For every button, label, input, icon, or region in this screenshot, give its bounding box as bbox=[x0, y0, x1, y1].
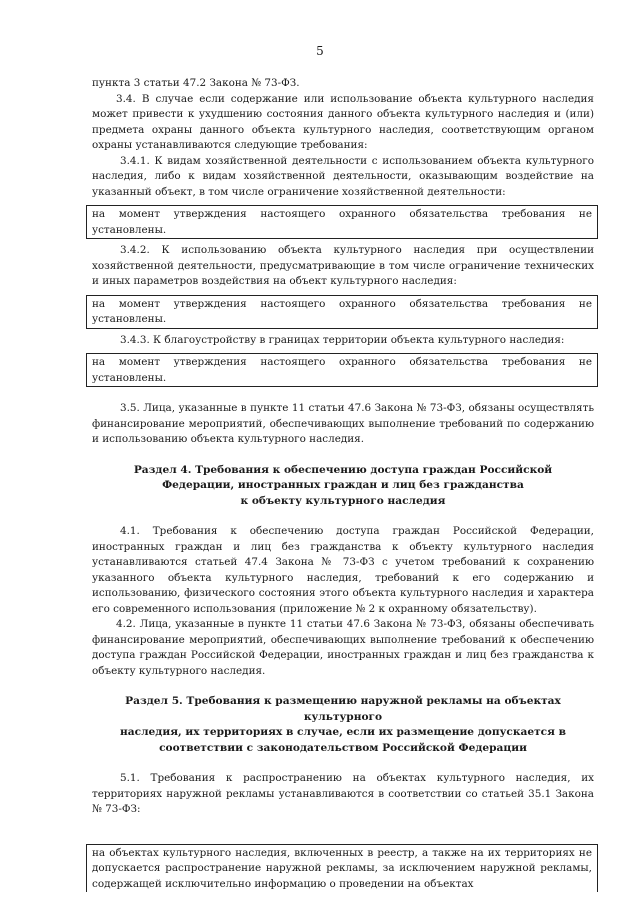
requirement-box-1 bbox=[86, 205, 598, 239]
requirement-box-2 bbox=[86, 295, 598, 329]
requirement-box-1-text: на момент утверждения настоящего охранного обязательства требования не установлены. bbox=[92, 208, 592, 236]
requirement-box-3-text: на момент утверждения настоящего охранного обязательства требования не установлены. bbox=[92, 356, 592, 384]
paragraph-5-1: 5.1. Требования к распространению на объектах культурного наследия, их территориях наружной рекламы устанавливаются в соответствии со статьей 35.1 Закона № 73-ФЗ: bbox=[92, 772, 594, 815]
section-5-title-line-3: соответствии с законодательством Российской Федерации bbox=[159, 741, 527, 754]
page-number: 5 bbox=[316, 44, 324, 58]
section-5-title-line-2: наследия, их территориях в случае, если их размещение допускается в bbox=[120, 726, 566, 738]
section-5-title-line-1: Раздел 5. Требования к размещению наружной рекламы на объектах культурного bbox=[125, 695, 561, 723]
requirement-box-2-text: на момент утверждения настоящего охранного обязательства требования не установлены. bbox=[92, 297, 592, 325]
paragraph-3-4-2: 3.4.2. К использованию объекта культурного наследия при осуществлении хозяйственной деятельности, предусматривающие в том числе ограничение технических и иных параметров воздействия на объект культурного наследия: bbox=[92, 244, 594, 287]
paragraph-3-4-1: 3.4.1. К видам хозяйственной деятельности с использованием объекта культурного наследия, либо к видам хозяйственной деятельности, оказывающим воздействие на указанный объект, в том числе ограничение хозяйственной деятельности: bbox=[92, 154, 594, 198]
paragraph-4-1: 4.1. Требования к обеспечению доступа граждан Российской Федерации, иностранных граждан и лиц без гражданства к объекту культурного наследия устанавливаются статьей 47.4 Закона № 73-ФЗ с учетом требований к сохранению указанного объекта культурного наследия, требований к его содержанию и использованию, физического состояния этого объекта культурного наследия и характера его современного использования (приложение № 2 к охранному обязательству). bbox=[92, 525, 594, 615]
paragraph-continuation: пункта 3 статьи 47.2 Закона № 73-ФЗ. bbox=[92, 77, 300, 89]
document-body bbox=[92, 76, 594, 892]
requirement-box-3 bbox=[86, 353, 598, 387]
requirement-box-4-text: на объектах культурного наследия, включенных в реестр, а также на их территориях не допускается распространение наружной рекламы, за исключением наружной рекламы, содержащей исключительно информацию о проведении на объектах bbox=[92, 846, 592, 890]
paragraph-3-5: 3.5. Лица, указанные в пункте 11 статьи 47.6 Закона № 73-ФЗ, обязаны осуществлять финансирование мероприятий, обеспечивающих выполнение требований по содержанию и использованию объекта культурного наследия. bbox=[92, 402, 594, 445]
section-4-title-line-2: Федерации, иностранных граждан и лиц без гражданства bbox=[162, 479, 524, 491]
paragraph-4-2: 4.2. Лица, указанные в пункте 11 статьи 47.6 Закона № 73-ФЗ, обязаны обеспечивать финансирование мероприятий, обеспечивающих выполнение требований к обеспечению доступа граждан Российской Федерации, иностранных граждан и лиц без гражданства к объекту культурного наследия. bbox=[92, 618, 594, 677]
section-4-title-line-1: Раздел 4. Требования к обеспечению доступа граждан Российской bbox=[133, 463, 553, 476]
requirement-box-4 bbox=[86, 844, 598, 893]
section-4-title-line-3: к объекту культурного наследия bbox=[240, 494, 446, 507]
paragraph-3-4: 3.4. В случае если содержание или использование объекта культурного наследия может привести к ухудшению состояния данного объекта культурного наследия и (или) предмета охраны данного объекта культурного наследия, соответствующим органом охраны устанавливаются следующие требования: bbox=[92, 92, 594, 151]
paragraph-3-4-3: 3.4.3. К благоустройству в границах территории объекта культурного наследия: bbox=[120, 333, 565, 346]
